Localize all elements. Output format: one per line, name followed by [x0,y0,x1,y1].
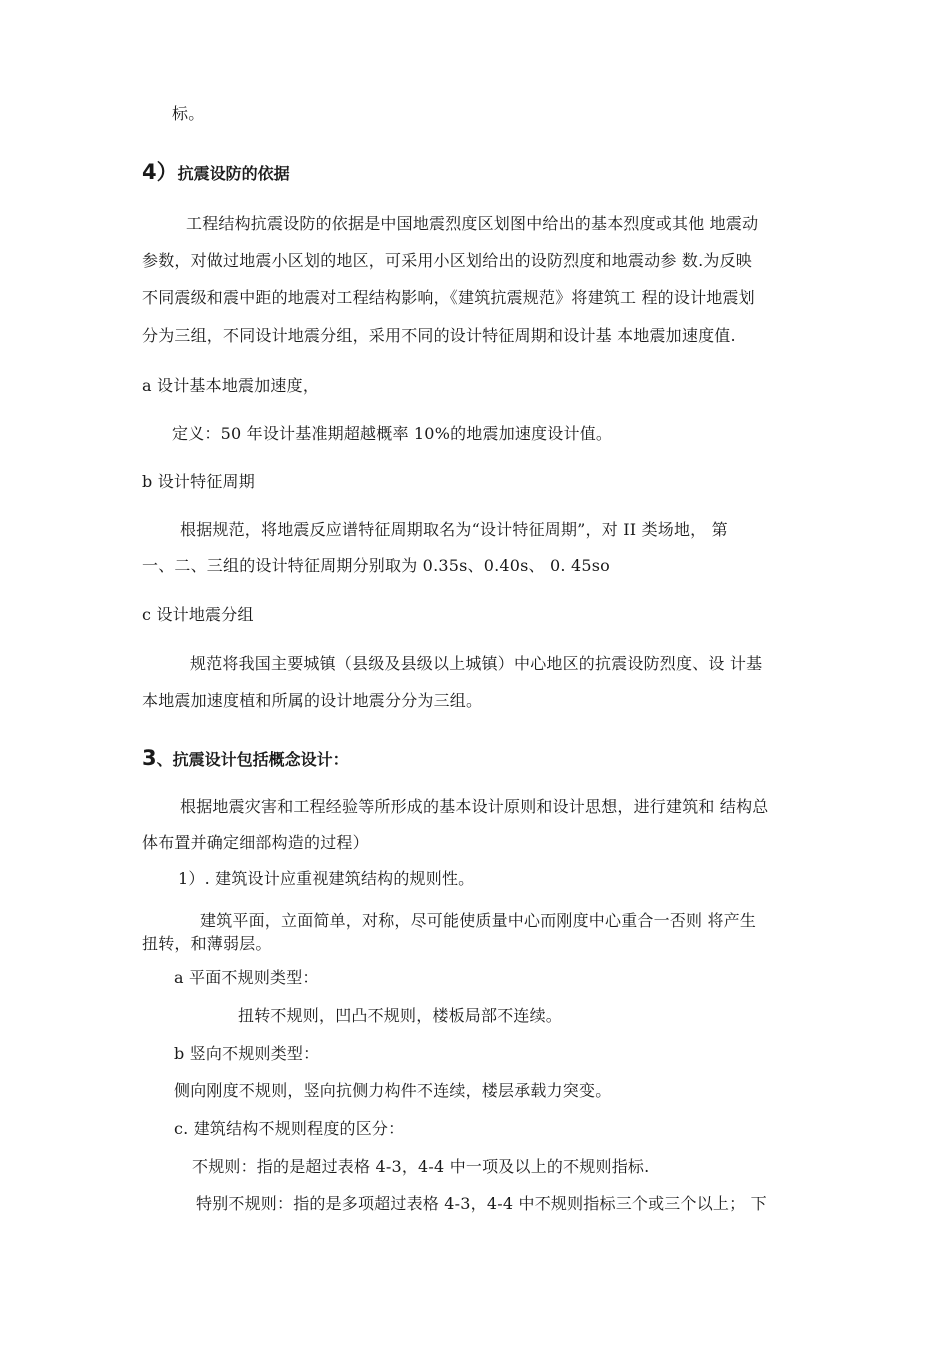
paragraph-line: 体布置并确定细部构造的过程） [142,833,369,852]
subheading-a: a 设计基本地震加速度， [142,376,320,395]
definition-line: 定义：50 年设计基准期超越概率 10%的地震加速度设计值。 [172,424,613,443]
paragraph-line: 本地震加速度植和所属的设计地震分分为三组。 [142,691,483,710]
subheading-c: c 设计地震分组 [142,605,254,624]
paragraph-line: 根据地震灾害和工程经验等所形成的基本设计原则和设计思想，进行建筑和 结构总 [180,797,769,816]
subheading-b: b 设计特征周期 [142,472,255,491]
heading-text: 抗震设防的依据 [177,164,290,183]
list-item-1: 1）. 建筑设计应重视建筑结构的规则性。 [178,869,475,888]
paragraph-line: 扭转，和薄弱层。 [142,934,272,953]
section-heading-4 [142,160,290,186]
paragraph-line: 建筑平面，立面简单，对称，尽可能使质量中心而刚度中心重合一否则 将产生 [200,911,757,930]
paragraph-line: 特别不规则：指的是多项超过表格 4-3，4-4 中不规则指标三个或三个以上； 下 [196,1194,767,1213]
paragraph-line: 参数，对做过地震小区划的地区，可采用小区划给出的设防烈度和地震动参 数.为反映 [142,251,752,270]
heading-number: 4） [142,160,178,184]
paragraph-line: 根据规范，将地震反应谱特征周期取名为“设计特征周期”，对 II 类场地， 第 [180,520,728,539]
subheading-b: b 竖向不规则类型： [174,1044,320,1063]
paragraph-line: 工程结构抗震设防的依据是中国地震烈度区划图中给出的基本烈度或其他 地震动 [186,214,759,233]
subheading-c: c. 建筑结构不规则程度的区分： [174,1119,405,1138]
paragraph-line: 扭转不规则，凹凸不规则，楼板局部不连续。 [238,1006,563,1025]
paragraph-line: 规范将我国主要城镇（县级及县级以上城镇）中心地区的抗震设防烈度、设 计基 [190,654,763,673]
paragraph-line: 不规则：指的是超过表格 4-3，4-4 中一项及以上的不规则指标. [192,1157,650,1176]
subheading-a: a 平面不规则类型： [174,968,319,987]
paragraph-line: 不同震级和震中距的地震对工程结构影响，《建筑抗震规范》将建筑工 程的设计地震划 [142,288,755,307]
paragraph-line: 侧向刚度不规则，竖向抗侧力构件不连续，楼层承载力突变。 [174,1081,612,1100]
paragraph-line: 一、二、三组的设计特征周期分别取为 0.35s、0.40s、 0. 45so [142,556,610,575]
heading-text: 、抗震设计包括概念设计： [156,750,349,769]
paragraph-line: 分为三组，不同设计地震分组，采用不同的设计特征周期和设计基 本地震加速度值. [142,326,736,345]
text-line: 标。 [172,104,205,123]
heading-number: 3 [142,746,157,770]
section-heading-3 [142,746,349,772]
